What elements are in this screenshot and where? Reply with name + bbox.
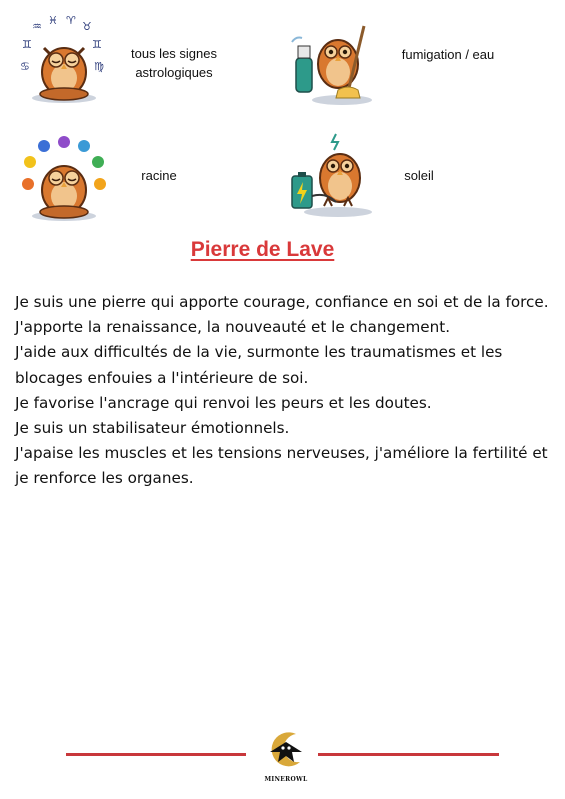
svg-text:♈: ♈ [66,14,76,27]
owl-chakras-icon [18,132,110,224]
owl-spray-mop-icon [288,20,380,108]
svg-text:♊: ♊ [92,38,102,51]
svg-text:♋: ♋ [20,60,30,73]
owl-zodiac-icon [18,14,110,106]
icon-label: fumigation / eau [401,47,495,62]
owl-battery-icon [288,132,380,220]
footer-rule-left [66,753,246,756]
paragraph: Je suis un stabilisateur émotionnels. [15,419,290,438]
paragraph: Je suis une pierre qui apporte courage, confiance en soi et de la force. [15,293,549,311]
page-title: Pierre de Lave [190,238,335,261]
svg-text:♍: ♍ [94,60,104,73]
svg-text:♊: ♊ [22,38,32,51]
icon-label: soleil [404,168,434,183]
logo-text: MINEROWL [264,776,308,783]
paragraph: J'apporte la renaissance, la nouveauté et le changement. [15,318,451,337]
paragraph: J'apaise les muscles et les tensions nerveuses, j'améliore la fertilité et je renforce les organes. [15,444,548,488]
footer-rule-right [318,753,499,756]
icon-label: racine [141,168,177,183]
crescent-owl-logo-icon [262,728,310,778]
svg-text:♉: ♉ [82,20,92,33]
paragraph: J'aide aux difficultés de la vie, surmonte les traumatismes et les blocages enfouies a l'intérieure de soi. [15,343,503,387]
svg-text:♓: ♓ [48,14,58,27]
paragraph: Je favorise l'ancrage qui renvoi les peurs et les doutes. [15,393,432,412]
svg-text:♒: ♒ [32,20,42,33]
icon-label: tous les signes astrologiques [131,46,217,80]
description-text [15,290,555,492]
